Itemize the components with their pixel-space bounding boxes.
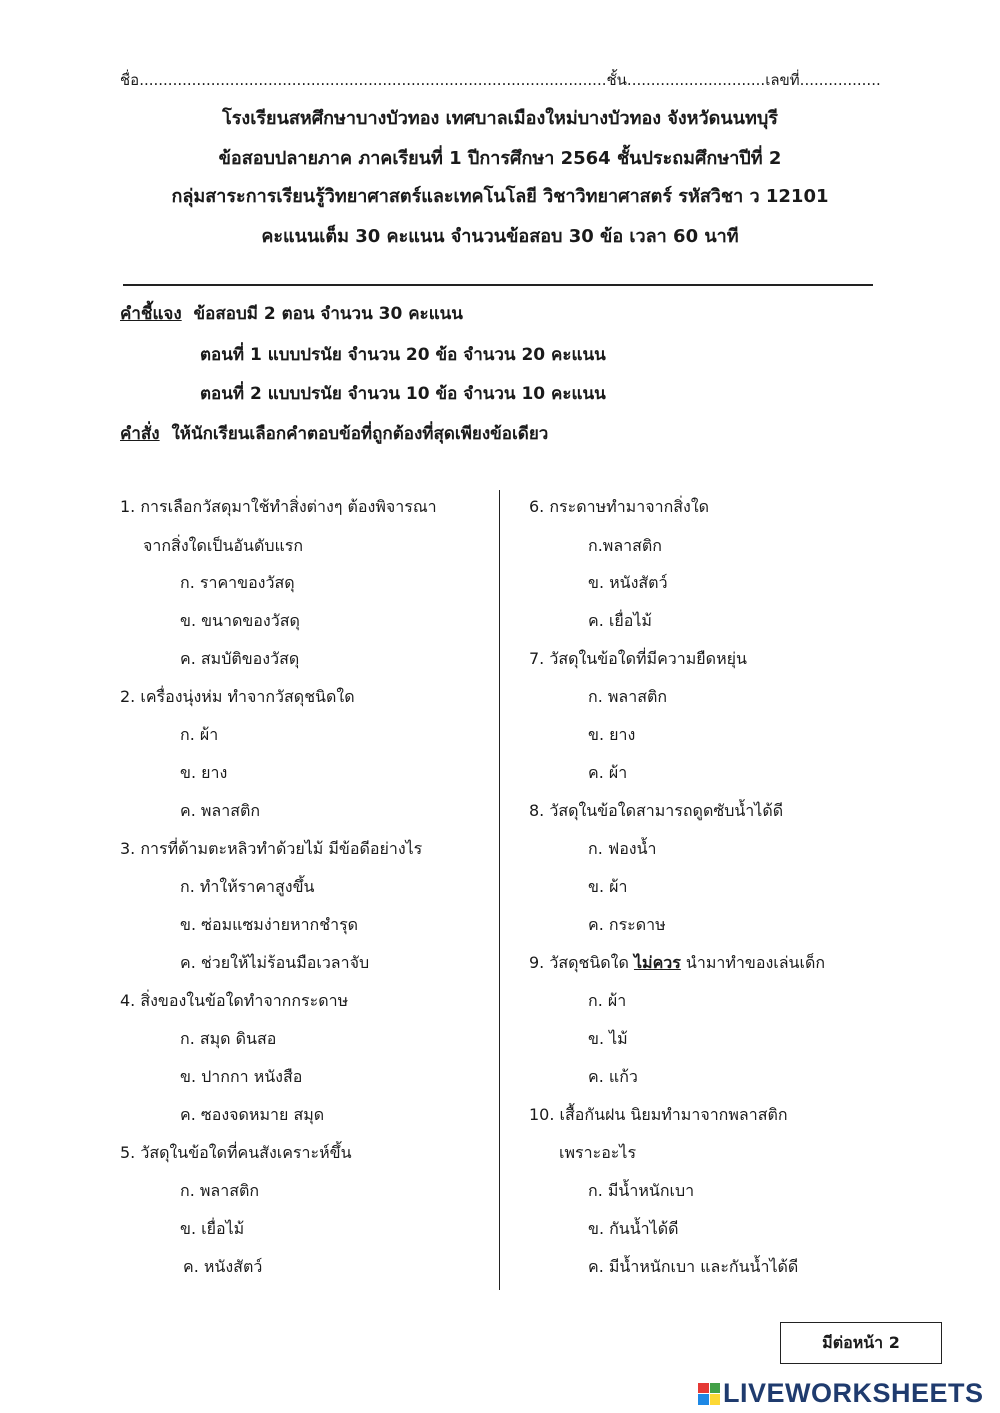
q7-option-c[interactable]: ค. ผ้า xyxy=(588,763,628,782)
school-name: โรงเรียนสหศึกษาบางบัวทอง เทศบาลเมืองใหม่บางบัวทอง จังหวัดนนทบุรี xyxy=(222,108,778,129)
q9-option-c[interactable]: ค. แก้ว xyxy=(588,1067,638,1086)
number-label: เลขที่ xyxy=(765,71,800,89)
question-6: 6. กระดาษทำมาจากสิ่งใด xyxy=(529,497,710,516)
explanation-text: ข้อสอบมี 2 ตอน จำนวน 30 คะแนน xyxy=(193,304,463,324)
question-5: 5. วัสดุในข้อใดที่คนสังเคราะห์ขึ้น xyxy=(120,1143,352,1162)
question-1: 1. การเลือกวัสดุมาใช้ทำสิ่งต่างๆ ต้องพิจารณา xyxy=(120,497,437,516)
continue-page-box: มีต่อหน้า 2 xyxy=(780,1322,942,1364)
q5-option-c[interactable]: ค. หนังสัตว์ xyxy=(183,1257,263,1276)
explanation-line xyxy=(120,300,463,327)
q9-option-a[interactable]: ก. ผ้า xyxy=(588,991,627,1010)
brand-name: LIVEWORKSHEETS xyxy=(723,1378,984,1408)
q10-option-a[interactable]: ก. มีน้ำหนักเบา xyxy=(588,1181,695,1200)
subject-line: กลุ่มสาระการเรียนรู้วิทยาศาสตร์และเทคโนโลยี วิชาวิทยาศาสตร์ รหัสวิชา ว 12101 xyxy=(171,186,829,207)
logo-mark-icon xyxy=(698,1383,720,1405)
part2-line: ตอนที่ 2 แบบปรนัย จำนวน 10 ข้อ จำนวน 10 คะแนน xyxy=(200,384,606,404)
command-label: คำสั่ง xyxy=(120,424,160,444)
question-1-cont: จากสิ่งใดเป็นอันดับแรก xyxy=(143,536,304,555)
q6-option-a[interactable]: ก.พลาสติก xyxy=(588,536,662,555)
q4-option-b[interactable]: ข. ปากกา หนังสือ xyxy=(180,1067,303,1086)
q4-option-c[interactable]: ค. ซองจดหมาย สมุด xyxy=(180,1105,325,1124)
grade-label: ชั้น xyxy=(606,71,627,89)
question-8: 8. วัสดุในข้อใดสามารถดูดซับน้ำได้ดี xyxy=(529,801,784,820)
q1-option-b[interactable]: ข. ขนาดของวัสดุ xyxy=(180,611,300,630)
question-7: 7. วัสดุในข้อใดที่มีความยืดหยุ่น xyxy=(529,649,747,668)
q8-option-a[interactable]: ก. ฟองน้ำ xyxy=(588,839,657,858)
q10-option-b[interactable]: ข. กันน้ำได้ดี xyxy=(588,1219,679,1238)
question-10-cont: เพราะอะไร xyxy=(559,1143,637,1162)
question-9 xyxy=(529,951,825,976)
exam-title: ข้อสอบปลายภาค ภาคเรียนที่ 1 ปีการศึกษา 2564 ชั้นประถมศึกษาปีที่ 2 xyxy=(218,148,782,169)
question-9-post: นำมาทำของเล่นเด็ก xyxy=(680,953,826,972)
name-label: ชื่อ xyxy=(120,71,140,89)
q4-option-a[interactable]: ก. สมุด ดินสอ xyxy=(180,1029,277,1048)
q8-option-b[interactable]: ข. ผ้า xyxy=(588,877,628,896)
column-divider xyxy=(499,490,500,1290)
number-blank: ................. xyxy=(799,71,881,89)
q9-option-b[interactable]: ข. ไม้ xyxy=(588,1029,628,1048)
grade-blank: ............................. xyxy=(626,71,766,89)
q5-option-a[interactable]: ก. พลาสติก xyxy=(180,1181,260,1200)
header-separator xyxy=(123,284,873,286)
q3-option-b[interactable]: ข. ซ่อมแซมง่ายหากชำรุด xyxy=(180,915,359,934)
part1-line: ตอนที่ 1 แบบปรนัย จำนวน 20 ข้อ จำนวน 20 คะแนน xyxy=(200,345,606,365)
q5-option-b[interactable]: ข. เยื่อไม้ xyxy=(180,1219,245,1238)
q6-option-b[interactable]: ข. หนังสัตว์ xyxy=(588,573,668,592)
q7-option-b[interactable]: ข. ยาง xyxy=(588,725,636,744)
student-info-line xyxy=(120,68,881,92)
q8-option-c[interactable]: ค. กระดาษ xyxy=(588,915,666,934)
q10-option-c[interactable]: ค. มีน้ำหนักเบา และกันน้ำได้ดี xyxy=(588,1257,799,1276)
q2-option-b[interactable]: ข. ยาง xyxy=(180,763,228,782)
score-line: คะแนนเต็ม 30 คะแนน จำนวนข้อสอบ 30 ข้อ เวลา 60 นาที xyxy=(261,226,739,247)
explanation-label: คำชี้แจง xyxy=(120,304,182,324)
question-9-emphasis: ไม่ควร xyxy=(633,953,681,972)
q1-option-a[interactable]: ก. ราคาของวัสดุ xyxy=(180,573,295,592)
q2-option-a[interactable]: ก. ผ้า xyxy=(180,725,219,744)
question-2: 2. เครื่องนุ่งห่ม ทำจากวัสดุชนิดใด xyxy=(120,687,355,706)
q6-option-c[interactable]: ค. เยื่อไม้ xyxy=(588,611,652,630)
command-line xyxy=(120,420,548,447)
q3-option-c[interactable]: ค. ช่วยให้ไม่ร้อนมือเวลาจับ xyxy=(180,953,370,972)
command-text: ให้นักเรียนเลือกคำตอบข้อที่ถูกต้องที่สุดเพียงข้อเดียว xyxy=(171,424,549,444)
liveworksheets-logo xyxy=(698,1378,984,1409)
question-4: 4. สิ่งของในข้อใดทำจากกระดาษ xyxy=(120,991,349,1010)
name-blank: .................................................................................................. xyxy=(139,71,607,89)
q1-option-c[interactable]: ค. สมบัติของวัสดุ xyxy=(180,649,300,668)
q2-option-c[interactable]: ค. พลาสติก xyxy=(180,801,261,820)
question-9-pre: 9. วัสดุชนิดใด xyxy=(529,953,634,972)
q7-option-a[interactable]: ก. พลาสติก xyxy=(588,687,668,706)
q3-option-a[interactable]: ก. ทำให้ราคาสูงขึ้น xyxy=(180,877,315,896)
question-10: 10. เสื้อกันฝน นิยมทำมาจากพลาสติก xyxy=(529,1105,788,1124)
question-3: 3. การที่ด้ามตะหลิวทำด้วยไม้ มีข้อดีอย่างไร xyxy=(120,839,423,858)
